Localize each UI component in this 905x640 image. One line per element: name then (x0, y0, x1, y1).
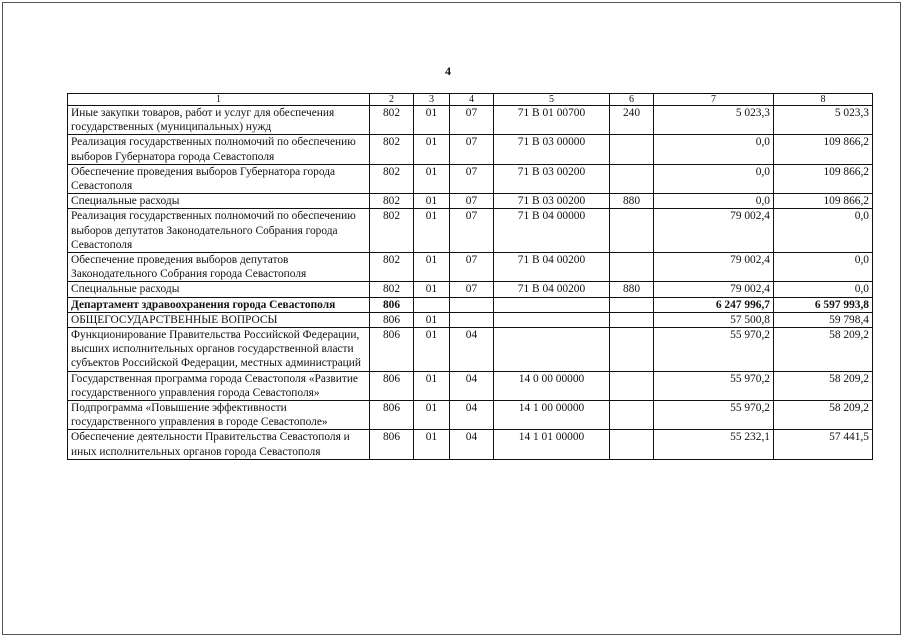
cell-name: Специальные расходы (68, 282, 370, 297)
table-row (68, 328, 873, 372)
table-row (68, 253, 873, 282)
cell-subsection: 04 (450, 371, 494, 400)
cell-expense-type (610, 164, 654, 193)
table-row (68, 164, 873, 193)
cell-section: 01 (414, 135, 450, 164)
cell-target-article: 14 0 00 00000 (494, 371, 610, 400)
table-row (68, 194, 873, 209)
table-row (68, 371, 873, 400)
cell-target-article: 71 В 03 00000 (494, 135, 610, 164)
cell-subsection: 07 (450, 194, 494, 209)
cell-section: 01 (414, 253, 450, 282)
column-header: 1 (68, 94, 370, 106)
table-row (68, 297, 873, 312)
cell-subsection: 07 (450, 282, 494, 297)
cell-subsection: 07 (450, 106, 494, 135)
cell-subsection: 04 (450, 430, 494, 459)
column-header: 3 (414, 94, 450, 106)
cell-target-article (494, 312, 610, 327)
cell-amount-year-1: 0,0 (654, 164, 774, 193)
cell-amount-year-1: 55 232,1 (654, 430, 774, 459)
cell-amount-year-2: 109 866,2 (774, 194, 873, 209)
cell-name: Функционирование Правительства Российской Федерации, высших исполнительных органов государственной власти субъектов Российской Федерации, местных администраций (68, 328, 370, 372)
cell-subsection: 07 (450, 164, 494, 193)
cell-name: Обеспечение проведения выборов депутатов Законодательного Собрания города Севастополя (68, 253, 370, 282)
cell-target-article: 71 В 01 00700 (494, 106, 610, 135)
cell-amount-year-1: 57 500,8 (654, 312, 774, 327)
column-header: 7 (654, 94, 774, 106)
cell-target-article: 14 1 01 00000 (494, 430, 610, 459)
cell-department-code: 802 (370, 135, 414, 164)
cell-subsection: 04 (450, 401, 494, 430)
cell-section: 01 (414, 194, 450, 209)
cell-name: Иные закупки товаров, работ и услуг для обеспечения государственных (муниципальных) нужд (68, 106, 370, 135)
cell-subsection (450, 297, 494, 312)
cell-section: 01 (414, 282, 450, 297)
cell-section: 01 (414, 209, 450, 253)
cell-expense-type (610, 328, 654, 372)
cell-name: Подпрограмма «Повышение эффективности государственного управления в городе Севастополе» (68, 401, 370, 430)
table-row (68, 135, 873, 164)
cell-amount-year-2: 57 441,5 (774, 430, 873, 459)
cell-subsection: 07 (450, 253, 494, 282)
cell-expense-type (610, 253, 654, 282)
cell-expense-type: 240 (610, 106, 654, 135)
cell-target-article (494, 328, 610, 372)
cell-amount-year-1: 0,0 (654, 194, 774, 209)
column-header: 5 (494, 94, 610, 106)
cell-expense-type: 880 (610, 194, 654, 209)
cell-amount-year-1: 5 023,3 (654, 106, 774, 135)
table-body (68, 106, 873, 460)
cell-amount-year-2: 58 209,2 (774, 371, 873, 400)
cell-amount-year-2: 59 798,4 (774, 312, 873, 327)
cell-section: 01 (414, 328, 450, 372)
cell-amount-year-1: 79 002,4 (654, 253, 774, 282)
cell-expense-type (610, 209, 654, 253)
cell-expense-type (610, 371, 654, 400)
page-number: 4 (445, 64, 451, 78)
cell-expense-type (610, 297, 654, 312)
table-row (68, 401, 873, 430)
cell-section: 01 (414, 164, 450, 193)
cell-expense-type (610, 135, 654, 164)
cell-section: 01 (414, 106, 450, 135)
cell-target-article: 71 В 04 00200 (494, 253, 610, 282)
table-row (68, 106, 873, 135)
cell-department-code: 802 (370, 282, 414, 297)
cell-target-article: 71 В 04 00000 (494, 209, 610, 253)
cell-expense-type (610, 401, 654, 430)
column-header: 4 (450, 94, 494, 106)
cell-amount-year-2: 0,0 (774, 209, 873, 253)
table-row (68, 430, 873, 459)
cell-department-code: 802 (370, 164, 414, 193)
cell-amount-year-2: 58 209,2 (774, 401, 873, 430)
cell-expense-type (610, 312, 654, 327)
cell-amount-year-1: 55 970,2 (654, 401, 774, 430)
cell-amount-year-1: 6 247 996,7 (654, 297, 774, 312)
cell-target-article: 71 В 03 00200 (494, 194, 610, 209)
table-header-row (68, 94, 873, 106)
cell-department-code: 802 (370, 209, 414, 253)
cell-target-article: 14 1 00 00000 (494, 401, 610, 430)
cell-department-code: 806 (370, 401, 414, 430)
cell-subsection: 07 (450, 209, 494, 253)
cell-subsection: 07 (450, 135, 494, 164)
cell-name: ОБЩЕГОСУДАРСТВЕННЫЕ ВОПРОСЫ (68, 312, 370, 327)
cell-section (414, 297, 450, 312)
cell-subsection: 04 (450, 328, 494, 372)
cell-expense-type (610, 430, 654, 459)
cell-target-article: 71 В 03 00200 (494, 164, 610, 193)
cell-amount-year-1: 0,0 (654, 135, 774, 164)
cell-department-code: 806 (370, 297, 414, 312)
table-row (68, 312, 873, 327)
cell-name: Государственная программа города Севастополя «Развитие государственного управления города Севастополя» (68, 371, 370, 400)
cell-amount-year-2: 109 866,2 (774, 164, 873, 193)
column-header: 8 (774, 94, 873, 106)
cell-section: 01 (414, 312, 450, 327)
cell-amount-year-1: 79 002,4 (654, 209, 774, 253)
table-row (68, 209, 873, 253)
cell-expense-type: 880 (610, 282, 654, 297)
cell-department-code: 806 (370, 430, 414, 459)
cell-department-code: 806 (370, 328, 414, 372)
cell-name: Реализация государственных полномочий по обеспечению выборов Губернатора города Севастополя (68, 135, 370, 164)
cell-name: Реализация государственных полномочий по обеспечению выборов депутатов Законодательного Собрания города Севастополя (68, 209, 370, 253)
budget-table (67, 93, 873, 460)
table-row (68, 282, 873, 297)
cell-name: Обеспечение проведения выборов Губернатора города Севастополя (68, 164, 370, 193)
cell-amount-year-2: 58 209,2 (774, 328, 873, 372)
cell-section: 01 (414, 430, 450, 459)
column-header: 6 (610, 94, 654, 106)
cell-department-code: 806 (370, 371, 414, 400)
cell-department-code: 802 (370, 194, 414, 209)
cell-department-code: 802 (370, 253, 414, 282)
cell-amount-year-2: 5 023,3 (774, 106, 873, 135)
cell-subsection (450, 312, 494, 327)
cell-amount-year-1: 55 970,2 (654, 371, 774, 400)
cell-department-code: 806 (370, 312, 414, 327)
cell-name: Обеспечение деятельности Правительства Севастополя и иных исполнительных органов города Севастополя (68, 430, 370, 459)
cell-section: 01 (414, 371, 450, 400)
cell-department-code: 802 (370, 106, 414, 135)
cell-amount-year-2: 0,0 (774, 282, 873, 297)
cell-target-article: 71 В 04 00200 (494, 282, 610, 297)
cell-amount-year-1: 55 970,2 (654, 328, 774, 372)
cell-target-article (494, 297, 610, 312)
column-header: 2 (370, 94, 414, 106)
cell-amount-year-1: 79 002,4 (654, 282, 774, 297)
cell-section: 01 (414, 401, 450, 430)
cell-amount-year-2: 109 866,2 (774, 135, 873, 164)
cell-name: Специальные расходы (68, 194, 370, 209)
cell-name: Департамент здравоохранения города Севастополя (68, 297, 370, 312)
cell-amount-year-2: 0,0 (774, 253, 873, 282)
cell-amount-year-2: 6 597 993,8 (774, 297, 873, 312)
